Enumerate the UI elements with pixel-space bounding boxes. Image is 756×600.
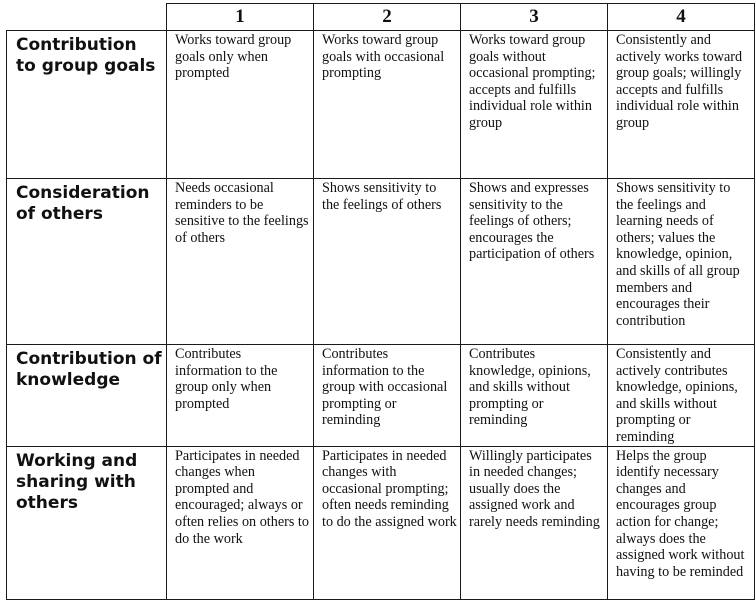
table-cell: Shows sensitivity to the feelings of others bbox=[314, 179, 461, 345]
header-row bbox=[7, 4, 755, 31]
table-row bbox=[7, 446, 755, 599]
level-header-3: 3 bbox=[461, 4, 608, 31]
table-cell: Shows sensitivity to the feelings and learning needs of others; values the knowledge, opinion, and skills of all group members and encourages their contribution bbox=[608, 179, 755, 345]
table-cell: Participates in needed changes with occasional prompting; often needs reminding to do the assigned work bbox=[314, 446, 461, 599]
table-cell: Works toward group goals with occasional prompting bbox=[314, 31, 461, 179]
table-cell: Works toward group goals only when prompted bbox=[167, 31, 314, 179]
corner-cell bbox=[7, 4, 167, 31]
table-cell: Contributes knowledge, opinions, and skills without prompting or reminding bbox=[461, 345, 608, 447]
criterion-label: Contribution of knowledge bbox=[7, 345, 167, 447]
table-cell: Participates in needed changes when prompted and encouraged; always or often relies on others to do the work bbox=[167, 446, 314, 599]
criterion-label: Contribution to group goals bbox=[7, 31, 167, 179]
table-cell: Needs occasional reminders to be sensitive to the feelings of others bbox=[167, 179, 314, 345]
table-cell: Contributes information to the group only when prompted bbox=[167, 345, 314, 447]
table-cell: Consistently and actively works toward group goals; willingly accepts and fulfills individual role within group bbox=[608, 31, 755, 179]
level-header-1: 1 bbox=[167, 4, 314, 31]
level-header-4: 4 bbox=[608, 4, 755, 31]
criterion-label: Consideration of others bbox=[7, 179, 167, 345]
table-row bbox=[7, 345, 755, 447]
table-cell: Works toward group goals without occasional prompting; accepts and fulfills individual role within group bbox=[461, 31, 608, 179]
table-row bbox=[7, 179, 755, 345]
table-cell: Helps the group identify necessary changes and encourages group action for change; always does the assigned work without having to be reminded bbox=[608, 446, 755, 599]
table-cell: Willingly participates in needed changes; usually does the assigned work and rarely needs reminding bbox=[461, 446, 608, 599]
rubric-table bbox=[6, 3, 755, 600]
criterion-label: Working and sharing with others bbox=[7, 446, 167, 599]
table-cell: Consistently and actively contributes knowledge, opinions, and skills without prompting or reminding bbox=[608, 345, 755, 447]
table-cell: Shows and expresses sensitivity to the feelings of others; encourages the participation of others bbox=[461, 179, 608, 345]
level-header-2: 2 bbox=[314, 4, 461, 31]
table-cell: Contributes information to the group with occasional prompting or reminding bbox=[314, 345, 461, 447]
table-row bbox=[7, 31, 755, 179]
